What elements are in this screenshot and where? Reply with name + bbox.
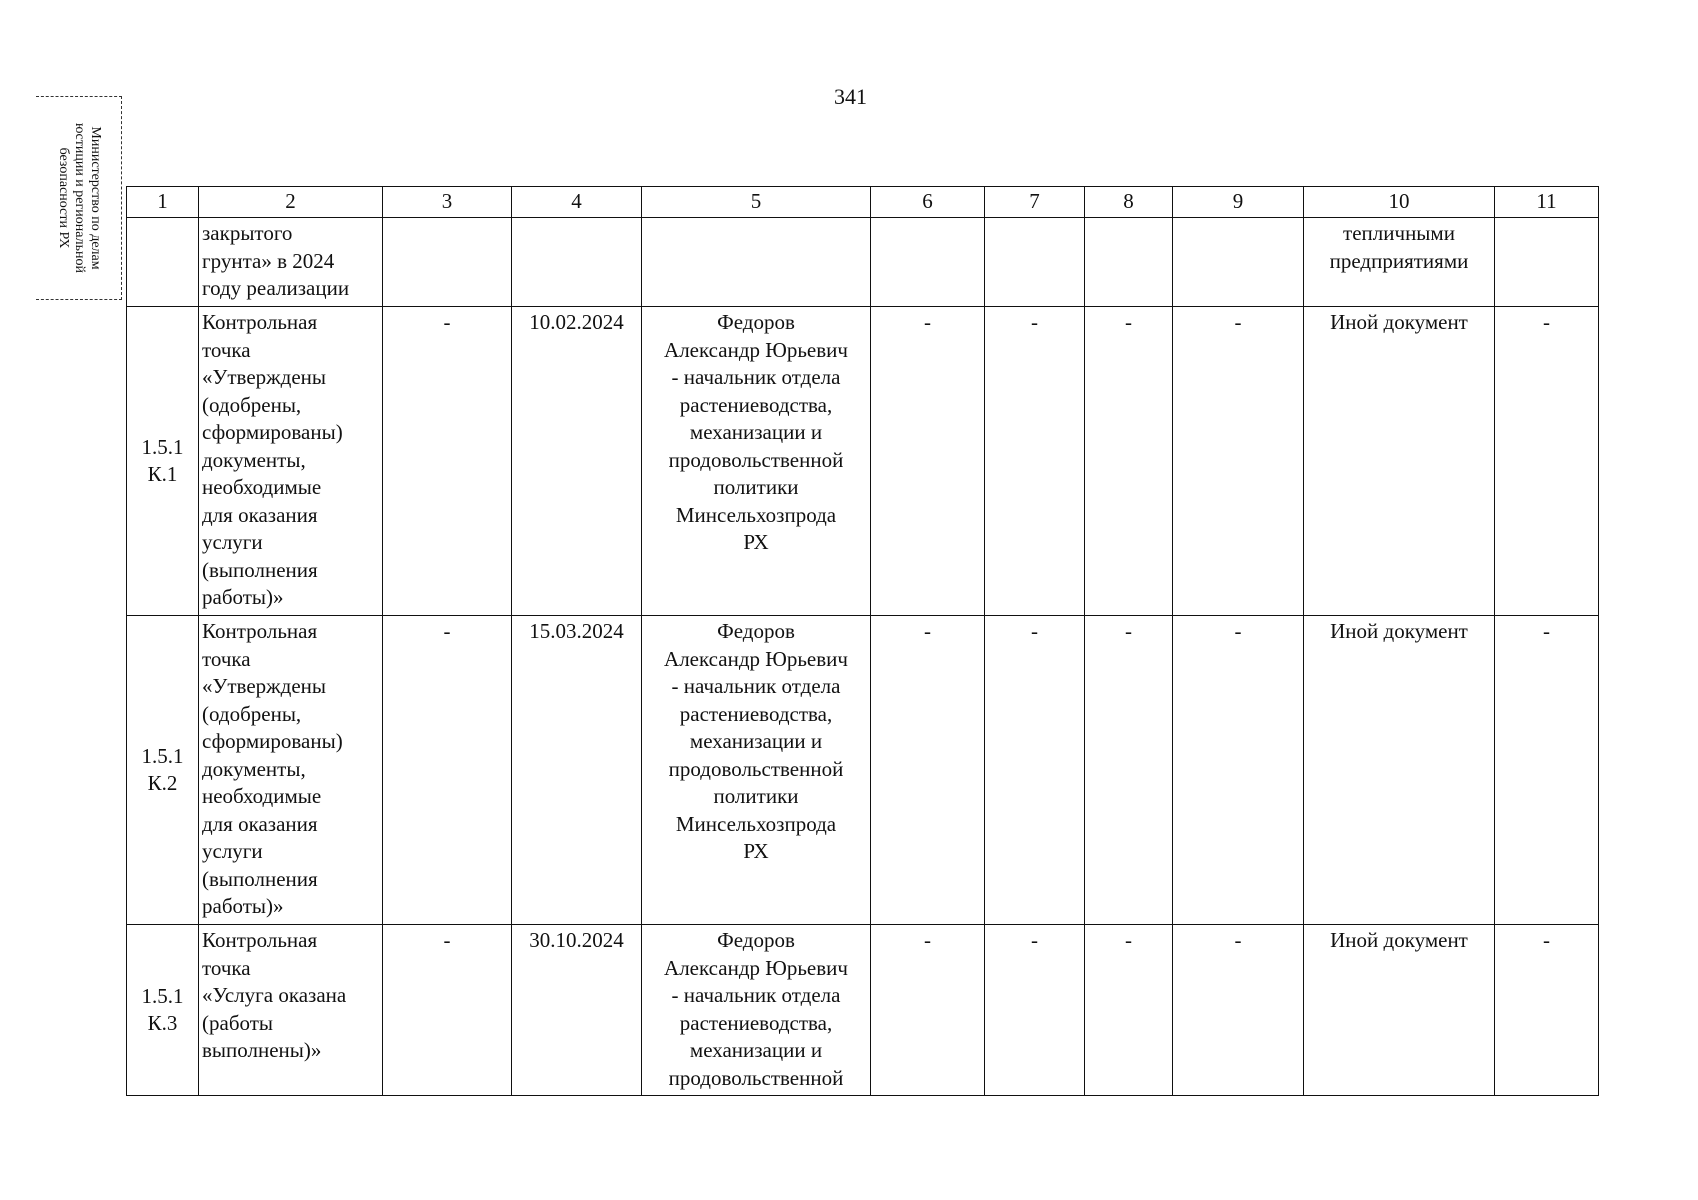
cell-line: услуги <box>202 530 263 554</box>
cell-line: РХ <box>743 530 769 554</box>
cell-line: (выполнения <box>202 866 318 891</box>
table-cell-document <box>1304 218 1495 307</box>
cell-line: Минсельхозпрода <box>675 811 837 836</box>
cell-line: сформированы) <box>202 729 343 753</box>
cell-line: закрытого <box>202 221 293 245</box>
table-cell <box>1085 218 1173 307</box>
table-row-continuation <box>127 218 1599 307</box>
table-cell-date: 10.02.2024 <box>512 307 642 616</box>
table-cell <box>127 218 199 307</box>
cell-line: работы)» <box>202 894 284 918</box>
cell-line: документы, <box>202 756 306 781</box>
cell-line: К.1 <box>147 462 178 486</box>
cell-line: (работы <box>202 1010 274 1035</box>
table-cell <box>642 218 871 307</box>
column-header: 11 <box>1495 187 1599 218</box>
table-cell-name <box>199 925 383 1096</box>
table-cell-document: Иной документ <box>1304 307 1495 616</box>
cell-line: растениеводства, <box>679 701 833 726</box>
table-cell: - <box>985 307 1085 616</box>
cell-line: документы, <box>202 447 306 472</box>
cell-line: 1.5.1 <box>141 434 184 459</box>
stamp-text <box>55 100 103 296</box>
cell-line: услуги <box>202 839 263 863</box>
table-cell: - <box>1173 307 1304 616</box>
cell-line: растениеводства, <box>679 1010 833 1035</box>
cell-line: - начальник отдела <box>671 365 841 389</box>
column-header: 1 <box>127 187 199 218</box>
cell-line: необходимые <box>202 475 322 499</box>
column-header: 8 <box>1085 187 1173 218</box>
table-cell: - <box>1173 616 1304 925</box>
table-cell-date: 30.10.2024 <box>512 925 642 1096</box>
table-cell-name <box>199 307 383 616</box>
ministry-stamp <box>36 96 122 300</box>
column-header: 9 <box>1173 187 1304 218</box>
column-header: 10 <box>1304 187 1495 218</box>
cell-line: (выполнения <box>202 557 318 582</box>
cell-line: Александр Юрьевич <box>664 646 848 671</box>
cell-line: работы)» <box>202 585 284 609</box>
cell-line: К.2 <box>147 771 178 795</box>
cell-line: тепличными <box>1343 221 1455 245</box>
column-header: 6 <box>871 187 985 218</box>
table-cell-name <box>199 218 383 307</box>
cell-line: 1.5.1 <box>141 983 184 1008</box>
table-cell-date: 15.03.2024 <box>512 616 642 925</box>
table-cell-id <box>127 925 199 1096</box>
stamp-line: безопасности РХ <box>55 147 71 249</box>
cell-line: «Утверждены <box>202 674 327 698</box>
cell-line: РХ <box>743 839 769 863</box>
table-cell: - <box>871 925 985 1096</box>
table-cell <box>1495 218 1599 307</box>
table-cell: - <box>1495 307 1599 616</box>
column-header: 7 <box>985 187 1085 218</box>
table-cell: - <box>1495 925 1599 1096</box>
table-cell-responsible <box>642 616 871 925</box>
table-cell: - <box>383 616 512 925</box>
cell-line: точка <box>202 955 251 980</box>
cell-line: году реализации <box>202 276 350 300</box>
cell-line: «Утверждены <box>202 365 327 389</box>
cell-line: Контрольная <box>202 928 318 952</box>
table-cell: - <box>1085 616 1173 925</box>
table-cell: - <box>985 925 1085 1096</box>
cell-line: политики <box>713 475 799 499</box>
stamp-line: юстиции и региональной <box>71 123 87 273</box>
table-cell: - <box>1173 925 1304 1096</box>
cell-line: - начальник отдела <box>671 983 841 1007</box>
page-number: 341 <box>834 84 867 109</box>
cell-line: для оказания <box>202 811 318 836</box>
cell-line: Федоров <box>717 619 795 643</box>
table-cell: - <box>1495 616 1599 925</box>
table-cell <box>985 218 1085 307</box>
table-cell: - <box>383 307 512 616</box>
cell-line: продовольственной <box>668 447 844 472</box>
table-cell: - <box>383 925 512 1096</box>
table-cell-responsible <box>642 307 871 616</box>
table-cell-document: Иной документ <box>1304 925 1495 1096</box>
control-points-table <box>126 186 1599 1096</box>
table-row <box>127 616 1599 925</box>
cell-line: продовольственной <box>668 1065 844 1090</box>
cell-line: механизации и <box>689 420 823 444</box>
cell-line: (одобрены, <box>202 392 302 417</box>
cell-line: продовольственной <box>668 756 844 781</box>
table-cell <box>512 218 642 307</box>
table-cell-id <box>127 616 199 925</box>
column-header: 2 <box>199 187 383 218</box>
cell-line: механизации и <box>689 729 823 753</box>
stamp-line: Министерство по делам <box>87 126 103 270</box>
cell-line: Минсельхозпрода <box>675 502 837 527</box>
cell-line: (одобрены, <box>202 701 302 726</box>
cell-line: 1.5.1 <box>141 743 184 768</box>
column-header: 3 <box>383 187 512 218</box>
table-cell-id <box>127 307 199 616</box>
table-cell: - <box>1085 925 1173 1096</box>
cell-line: точка <box>202 337 251 362</box>
cell-line: механизации и <box>689 1038 823 1062</box>
cell-line: необходимые <box>202 784 322 808</box>
table-cell-responsible <box>642 925 871 1096</box>
cell-line: Александр Юрьевич <box>664 955 848 980</box>
table-row <box>127 307 1599 616</box>
table-row <box>127 925 1599 1096</box>
cell-line: точка <box>202 646 251 671</box>
cell-line: К.3 <box>147 1011 178 1035</box>
cell-line: Контрольная <box>202 619 318 643</box>
cell-line: Контрольная <box>202 310 318 334</box>
cell-line: сформированы) <box>202 420 343 444</box>
table-cell: - <box>871 307 985 616</box>
cell-line: для оказания <box>202 502 318 527</box>
table-cell <box>871 218 985 307</box>
table-cell: - <box>1085 307 1173 616</box>
cell-line: - начальник отдела <box>671 674 841 698</box>
cell-line: грунта» в 2024 <box>202 248 335 273</box>
cell-line: Федоров <box>717 928 795 952</box>
column-header: 4 <box>512 187 642 218</box>
cell-line: выполнены)» <box>202 1038 322 1062</box>
table-cell-document: Иной документ <box>1304 616 1495 925</box>
table-cell <box>383 218 512 307</box>
header-row <box>127 187 1599 218</box>
cell-line: политики <box>713 784 799 808</box>
cell-line: предприятиями <box>1329 248 1469 273</box>
table-cell-name <box>199 616 383 925</box>
cell-line: растениеводства, <box>679 392 833 417</box>
table-cell: - <box>871 616 985 925</box>
cell-line: Федоров <box>717 310 795 334</box>
cell-line: Александр Юрьевич <box>664 337 848 362</box>
table-cell <box>1173 218 1304 307</box>
cell-line: «Услуга оказана <box>202 983 347 1007</box>
column-header: 5 <box>642 187 871 218</box>
table-cell: - <box>985 616 1085 925</box>
